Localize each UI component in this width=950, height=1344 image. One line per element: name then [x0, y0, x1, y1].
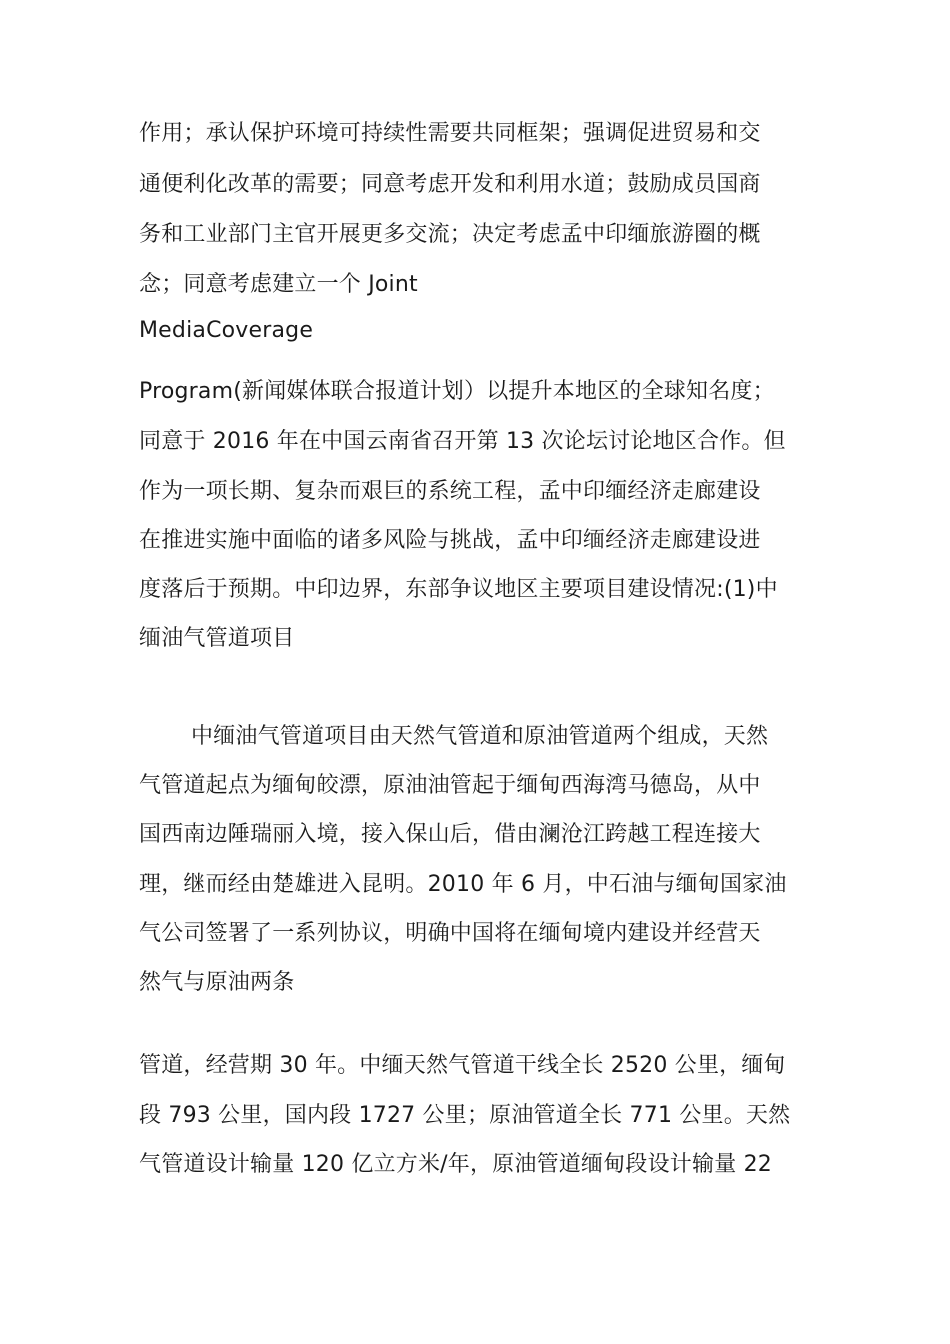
text-line: 务和工业部门主官开展更多交流；决定考虑孟中印缅旅游圈的概: [139, 222, 761, 247]
text-line: 度落后于预期。中印边界，东部争议地区主要项目建设情况:(1)中: [139, 577, 778, 602]
text-line: 通便利化改革的需要；同意考虑开发和利用水道；鼓励成员国商: [139, 172, 761, 197]
text-line: 国西南边陲瑞丽入境，接入保山后，借由澜沧江跨越工程连接大: [139, 822, 761, 847]
text-line: 中缅油气管道项目由天然气管道和原油管道两个组成，天然: [191, 724, 769, 749]
text-line: 气管道起点为缅甸皎漂，原油油管起于缅甸西海湾马德岛，从中: [139, 773, 761, 798]
text-line: Program(新闻媒体联合报道计划）以提升本地区的全球知名度；: [139, 379, 775, 404]
text-line: 气管道设计输量 120 亿立方米/年，原油管道缅甸段设计输量 22: [139, 1152, 772, 1177]
text-line: 管道，经营期 30 年。中缅天然气管道干线全长 2520 公里，缅甸: [139, 1053, 786, 1078]
text-line: 缅油气管道项目: [139, 626, 295, 651]
text-line: 同意于 2016 年在中国云南省召开第 13 次论坛讨论地区合作。但: [139, 429, 786, 454]
text-line: 念；同意考虑建立一个 Joint: [139, 272, 418, 297]
text-line: 气公司签署了一系列协议，明确中国将在缅甸境内建设并经营天: [139, 921, 761, 946]
text-line: 段 793 公里，国内段 1727 公里；原油管道全长 771 公里。天然: [139, 1103, 791, 1128]
text-line: MediaCoverage: [139, 318, 314, 343]
text-line: 理，继而经由楚雄进入昆明。2010 年 6 月，中石油与缅甸国家油: [139, 872, 787, 897]
text-line: 然气与原油两条: [139, 970, 295, 995]
text-line: 在推进实施中面临的诸多风险与挑战，孟中印缅经济走廊建设进: [139, 528, 761, 553]
text-line: 作用；承认保护环境可持续性需要共同框架；强调促进贸易和交: [139, 121, 761, 146]
text-line: 作为一项长期、复杂而艰巨的系统工程，孟中印缅经济走廊建设: [139, 479, 761, 504]
